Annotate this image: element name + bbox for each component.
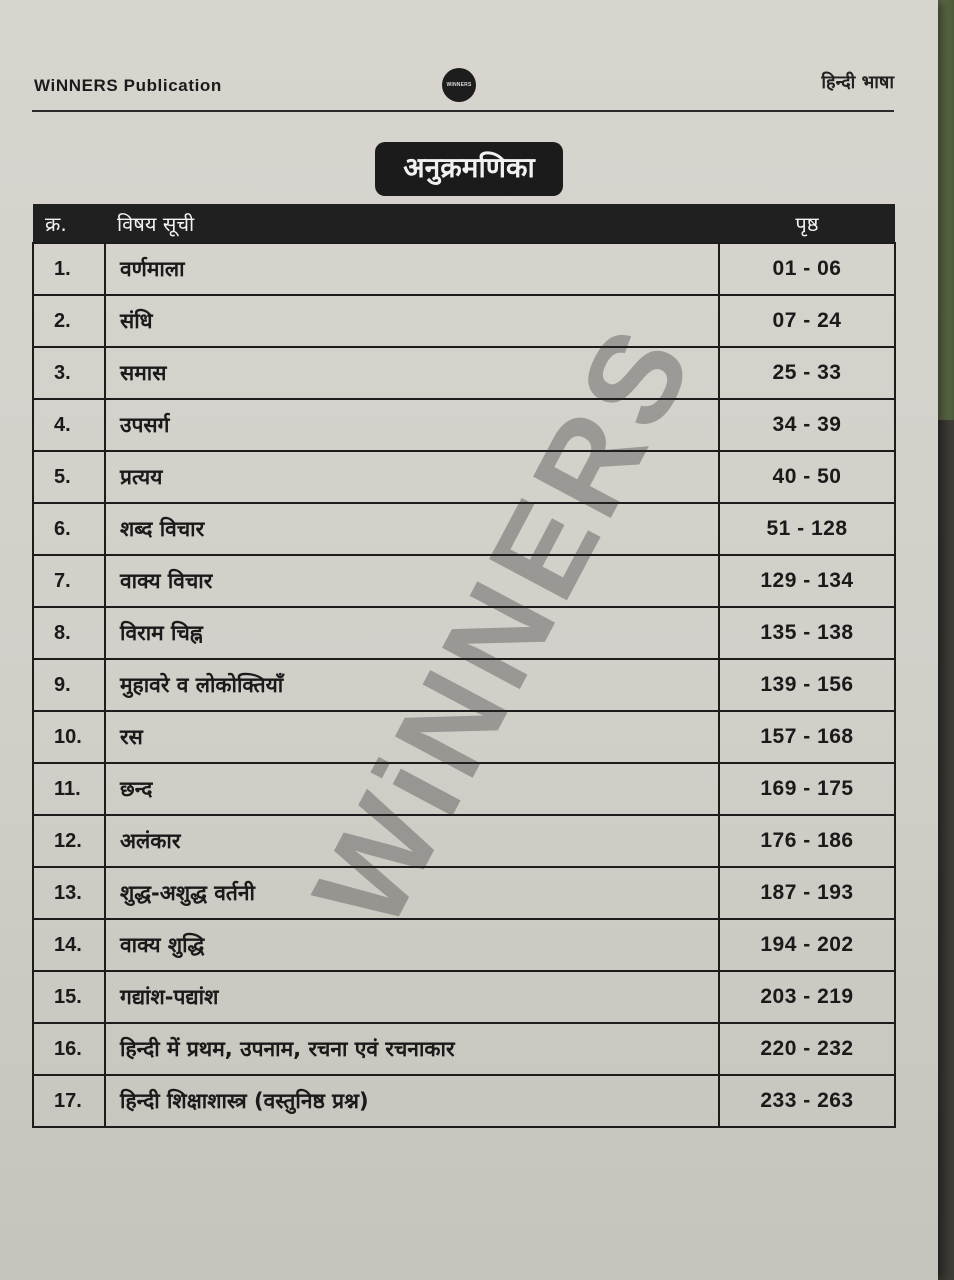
topic-name: विराम चिह्न [105,607,719,659]
serial-number: 10. [33,711,105,763]
serial-number: 8. [33,607,105,659]
title-container [0,142,938,196]
topic-name: अलंकार [105,815,719,867]
table-row [33,659,895,711]
page-range: 129 - 134 [719,555,895,607]
watermark-text: WiNNERS [286,300,723,950]
page-range: 34 - 39 [719,399,895,451]
serial-number: 4. [33,399,105,451]
header-page: पृष्ठ [719,204,895,243]
page-range: 220 - 232 [719,1023,895,1075]
topic-name: वाक्य विचार [105,555,719,607]
table-row [33,815,895,867]
serial-number: 3. [33,347,105,399]
table-row [33,555,895,607]
topic-name: मुहावरे व लोकोक्तियाँ [105,659,719,711]
serial-number: 13. [33,867,105,919]
table-row [33,711,895,763]
topic-name: वाक्य शुद्धि [105,919,719,971]
table-header-row [33,204,895,243]
page-title: अनुक्रमणिका [375,142,562,196]
topic-name: वर्णमाला [105,243,719,295]
table-row [33,451,895,503]
table-row [33,971,895,1023]
publisher-name: WiNNERS Publication [34,76,222,95]
background-edge [936,0,954,420]
serial-number: 14. [33,919,105,971]
topic-name: उपसर्ग [105,399,719,451]
topic-name: शब्द विचार [105,503,719,555]
page-header [32,64,894,112]
topic-name: शुद्ध-अशुद्ध वर्तनी [105,867,719,919]
table-row [33,243,895,295]
table-row [33,347,895,399]
page-range: 01 - 06 [719,243,895,295]
table-row [33,607,895,659]
table-row [33,503,895,555]
serial-number: 7. [33,555,105,607]
serial-number: 2. [33,295,105,347]
serial-number: 5. [33,451,105,503]
table-row [33,763,895,815]
topic-name: प्रत्यय [105,451,719,503]
contents-table [32,204,896,1128]
page-range: 135 - 138 [719,607,895,659]
topic-name: हिन्दी शिक्षाशास्त्र (वस्तुनिष्ठ प्रश्न) [105,1075,719,1127]
topic-name: संधि [105,295,719,347]
table-row [33,399,895,451]
header-serial: क्र. [33,204,105,243]
page-range: 139 - 156 [719,659,895,711]
serial-number: 6. [33,503,105,555]
logo-text: WINNERS [446,82,472,88]
publisher-logo [442,68,476,102]
serial-number: 17. [33,1075,105,1127]
serial-number: 16. [33,1023,105,1075]
page-range: 40 - 50 [719,451,895,503]
topic-name: समास [105,347,719,399]
table-row [33,1023,895,1075]
serial-number: 11. [33,763,105,815]
page-range: 07 - 24 [719,295,895,347]
serial-number: 1. [33,243,105,295]
table-row [33,1075,895,1127]
header-divider [32,110,894,112]
table-row [33,867,895,919]
page-range: 187 - 193 [719,867,895,919]
serial-number: 15. [33,971,105,1023]
page-range: 203 - 219 [719,971,895,1023]
serial-number: 9. [33,659,105,711]
subject-label: हिन्दी भाषा [821,72,894,93]
table-row [33,919,895,971]
table-row [33,295,895,347]
page-range: 194 - 202 [719,919,895,971]
table-body [33,243,895,1127]
page-range: 233 - 263 [719,1075,895,1127]
page-range: 25 - 33 [719,347,895,399]
topic-name: गद्यांश-पद्यांश [105,971,719,1023]
topic-name: रस [105,711,719,763]
page-range: 51 - 128 [719,503,895,555]
topic-name: हिन्दी में प्रथम, उपनाम, रचना एवं रचनाकार [105,1023,719,1075]
topic-name: छन्द [105,763,719,815]
serial-number: 12. [33,815,105,867]
header-topic: विषय सूची [105,204,719,243]
page-range: 169 - 175 [719,763,895,815]
page-range: 157 - 168 [719,711,895,763]
page-range: 176 - 186 [719,815,895,867]
